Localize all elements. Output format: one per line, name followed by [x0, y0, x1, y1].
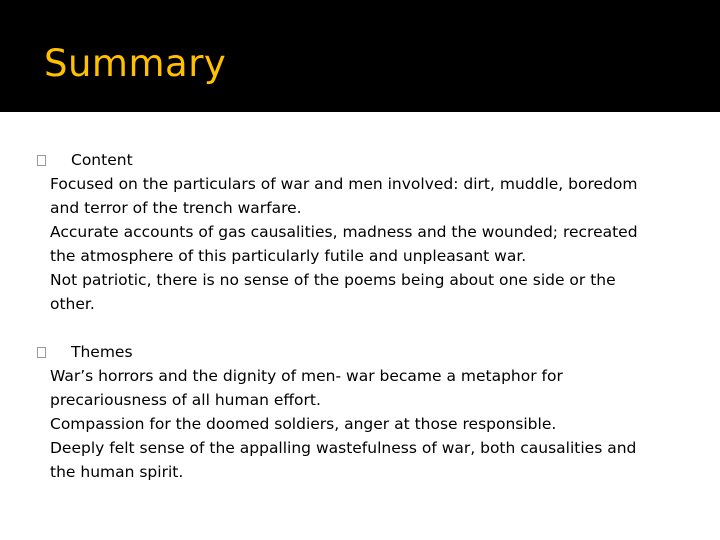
section-heading [50, 340, 690, 364]
body-line: Accurate accounts of gas causalities, madness and the wounded; recreated [50, 223, 638, 241]
body-line: precariousness of all human effort. [50, 391, 321, 409]
square-bullet-icon [37, 347, 46, 358]
body-line: and terror of the trench warfare. [50, 199, 302, 217]
square-bullet-icon [37, 155, 46, 166]
section-heading-label: Content [71, 151, 133, 169]
title-bar [0, 0, 720, 112]
body-line: Deeply felt sense of the appalling wastefulness of war, both causalities and [50, 439, 637, 457]
section-themes [50, 340, 690, 484]
section-heading-label: Themes [71, 343, 133, 361]
body-line: Not patriotic, there is no sense of the poems being about one side or the [50, 271, 616, 289]
body-line: Focused on the particulars of war and men involved: dirt, muddle, boredom [50, 175, 638, 193]
body-line: Compassion for the doomed soldiers, anger at those responsible. [50, 415, 557, 433]
body-line: other. [50, 295, 95, 313]
section-content [50, 148, 690, 316]
body-line: the atmosphere of this particularly futile and unpleasant war. [50, 247, 527, 265]
body-line: the human spirit. [50, 463, 184, 481]
slide-content [50, 148, 690, 484]
section-heading [50, 148, 690, 172]
body-line: War’s horrors and the dignity of men- war became a metaphor for [50, 367, 563, 385]
slide-title: Summary [44, 42, 227, 85]
